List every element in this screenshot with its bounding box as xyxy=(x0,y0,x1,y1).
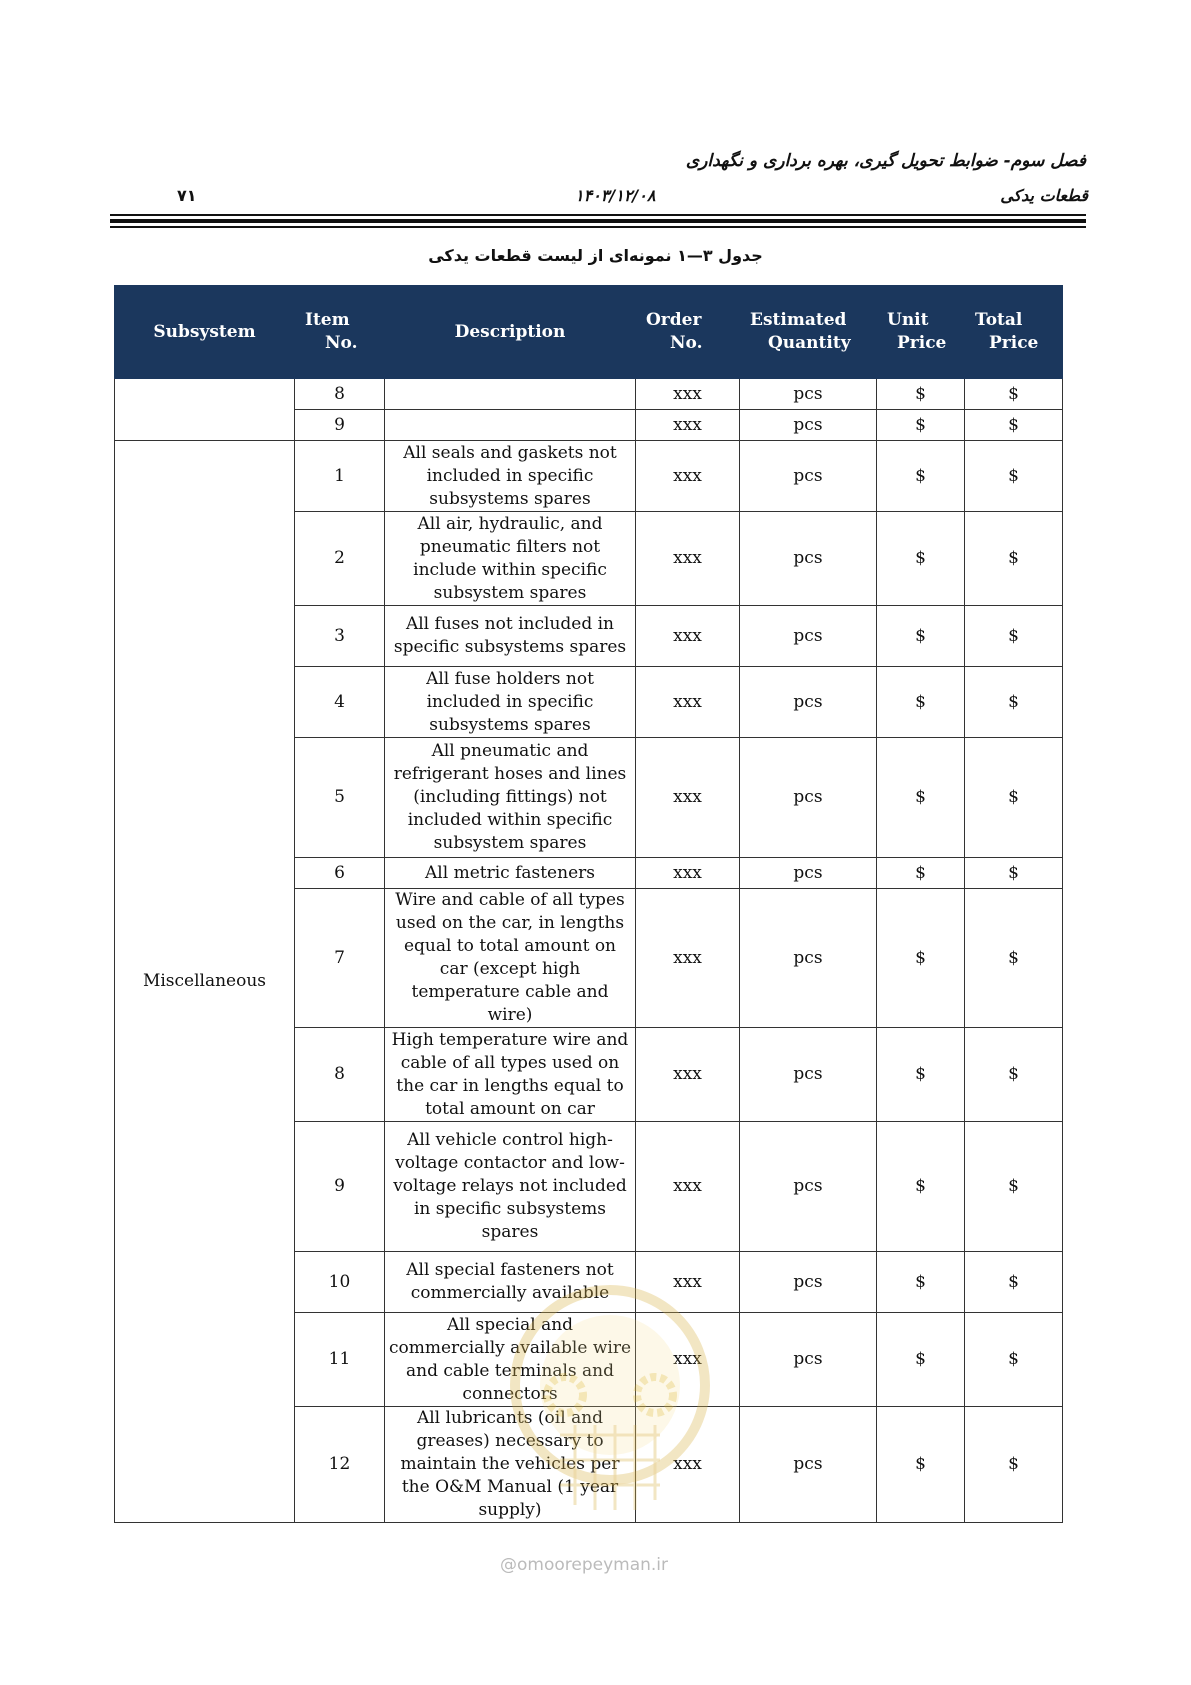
col-qty-line1: Estimated xyxy=(750,310,847,330)
item-no-cell: 12 xyxy=(295,1407,385,1523)
order-no-cell: xxx xyxy=(636,1313,740,1407)
total-price-cell: $ xyxy=(965,1252,1063,1313)
subsystem-cell: Miscellaneous xyxy=(115,441,295,1523)
quantity-cell: pcs xyxy=(740,738,877,858)
order-no-cell: xxx xyxy=(636,512,740,606)
total-price-cell: $ xyxy=(965,1313,1063,1407)
total-price-cell: $ xyxy=(965,858,1063,889)
col-total-line1: Total xyxy=(975,310,1023,330)
watermark-text: @omoorepeyman.ir xyxy=(500,1555,669,1575)
unit-price-cell: $ xyxy=(877,1313,965,1407)
description-cell: All vehicle control high-voltage contactor and low-voltage relays not included in specific subsystems spares xyxy=(385,1122,636,1252)
item-no-cell: 7 xyxy=(295,889,385,1028)
col-subsystem: Subsystem xyxy=(115,286,295,379)
total-price-cell: $ xyxy=(965,738,1063,858)
quantity-cell: pcs xyxy=(740,606,877,667)
order-no-cell: xxx xyxy=(636,889,740,1028)
page-number: ۷۱ xyxy=(177,186,197,205)
col-item-no-line2: No. xyxy=(325,333,358,353)
table-row xyxy=(115,379,1063,410)
description-cell: All lubricants (oil and greases) necessary to maintain the vehicles per the O&M Manual (1 year supply) xyxy=(385,1407,636,1523)
unit-price-cell: $ xyxy=(877,379,965,410)
description-cell: All special fasteners not commercially available xyxy=(385,1252,636,1313)
col-unit-price xyxy=(877,286,965,379)
quantity-cell: pcs xyxy=(740,379,877,410)
description-cell: All pneumatic and refrigerant hoses and lines (including fittings) not included within specific subsystem spares xyxy=(385,738,636,858)
item-no-cell: 3 xyxy=(295,606,385,667)
col-item-no-line1: Item xyxy=(305,310,350,330)
header-date: ۱۴۰۳/۱۲/۰۸ xyxy=(575,186,656,205)
quantity-cell: pcs xyxy=(740,512,877,606)
item-no-cell: 9 xyxy=(295,1122,385,1252)
quantity-cell: pcs xyxy=(740,858,877,889)
total-price-cell: $ xyxy=(965,441,1063,512)
order-no-cell: xxx xyxy=(636,1407,740,1523)
description-cell: All metric fasteners xyxy=(385,858,636,889)
order-no-cell: xxx xyxy=(636,1028,740,1122)
order-no-cell: xxx xyxy=(636,606,740,667)
order-no-cell: xxx xyxy=(636,410,740,441)
quantity-cell: pcs xyxy=(740,889,877,1028)
quantity-cell: pcs xyxy=(740,410,877,441)
total-price-cell: $ xyxy=(965,410,1063,441)
quantity-cell: pcs xyxy=(740,1252,877,1313)
item-no-cell: 8 xyxy=(295,379,385,410)
item-no-cell: 9 xyxy=(295,410,385,441)
description-cell xyxy=(385,379,636,410)
unit-price-cell: $ xyxy=(877,1407,965,1523)
item-no-cell: 11 xyxy=(295,1313,385,1407)
item-no-cell: 2 xyxy=(295,512,385,606)
order-no-cell: xxx xyxy=(636,379,740,410)
quantity-cell: pcs xyxy=(740,1122,877,1252)
order-no-cell: xxx xyxy=(636,1122,740,1252)
subsystem-cell xyxy=(115,379,295,441)
unit-price-cell: $ xyxy=(877,512,965,606)
table-header-row xyxy=(115,286,1063,379)
col-description: Description xyxy=(385,286,636,379)
description-cell: High temperature wire and cable of all types used on the car in lengths equal to total amount on car xyxy=(385,1028,636,1122)
unit-price-cell: $ xyxy=(877,606,965,667)
item-no-cell: 5 xyxy=(295,738,385,858)
order-no-cell: xxx xyxy=(636,1252,740,1313)
total-price-cell: $ xyxy=(965,379,1063,410)
unit-price-cell: $ xyxy=(877,889,965,1028)
description-cell xyxy=(385,410,636,441)
unit-price-cell: $ xyxy=(877,410,965,441)
total-price-cell: $ xyxy=(965,1028,1063,1122)
description-cell: All fuses not included in specific subsystems spares xyxy=(385,606,636,667)
quantity-cell: pcs xyxy=(740,1028,877,1122)
total-price-cell: $ xyxy=(965,512,1063,606)
unit-price-cell: $ xyxy=(877,1252,965,1313)
header-rule xyxy=(110,219,1086,223)
unit-price-cell: $ xyxy=(877,441,965,512)
unit-price-cell: $ xyxy=(877,1122,965,1252)
unit-price-cell: $ xyxy=(877,667,965,738)
item-no-cell: 4 xyxy=(295,667,385,738)
item-no-cell: 6 xyxy=(295,858,385,889)
order-no-cell: xxx xyxy=(636,441,740,512)
col-unit-line2: Price xyxy=(897,333,947,353)
quantity-cell: pcs xyxy=(740,1313,877,1407)
item-no-cell: 10 xyxy=(295,1252,385,1313)
description-cell: All air, hydraulic, and pneumatic filters not include within specific subsystem spares xyxy=(385,512,636,606)
col-unit-line1: Unit xyxy=(887,310,929,330)
quantity-cell: pcs xyxy=(740,667,877,738)
chapter-title: فصل سوم- ضوابط تحویل گیری، بهره برداری و نگهداری xyxy=(685,151,1086,171)
col-order-no-line2: No. xyxy=(670,333,703,353)
item-no-cell: 8 xyxy=(295,1028,385,1122)
order-no-cell: xxx xyxy=(636,667,740,738)
table-row xyxy=(115,441,1063,512)
order-no-cell: xxx xyxy=(636,858,740,889)
total-price-cell: $ xyxy=(965,606,1063,667)
unit-price-cell: $ xyxy=(877,738,965,858)
col-order-no-line1: Order xyxy=(646,310,702,330)
col-order-no xyxy=(636,286,740,379)
col-item-no xyxy=(295,286,385,379)
total-price-cell: $ xyxy=(965,889,1063,1028)
col-total-price xyxy=(965,286,1063,379)
section-title: قطعات یدکی xyxy=(1000,186,1088,205)
description-cell: All seals and gaskets not included in specific subsystems spares xyxy=(385,441,636,512)
col-total-line2: Price xyxy=(989,333,1039,353)
spare-parts-table xyxy=(114,285,1063,1523)
quantity-cell: pcs xyxy=(740,441,877,512)
unit-price-cell: $ xyxy=(877,858,965,889)
unit-price-cell: $ xyxy=(877,1028,965,1122)
order-no-cell: xxx xyxy=(636,738,740,858)
description-cell: Wire and cable of all types used on the car, in lengths equal to total amount on car (except high temperature cable and wire) xyxy=(385,889,636,1028)
description-cell: All special and commercially available wire and cable terminals and connectors xyxy=(385,1313,636,1407)
col-estimated-quantity xyxy=(740,286,877,379)
table-caption: جدول ۳—۱ نمونه‌ای از لیست قطعات یدکی xyxy=(428,246,763,265)
col-qty-line2: Quantity xyxy=(768,333,851,353)
quantity-cell: pcs xyxy=(740,1407,877,1523)
total-price-cell: $ xyxy=(965,1407,1063,1523)
header-rule xyxy=(110,214,1086,216)
header-rule xyxy=(110,226,1086,228)
description-cell: All fuse holders not included in specific subsystems spares xyxy=(385,667,636,738)
item-no-cell: 1 xyxy=(295,441,385,512)
total-price-cell: $ xyxy=(965,667,1063,738)
total-price-cell: $ xyxy=(965,1122,1063,1252)
